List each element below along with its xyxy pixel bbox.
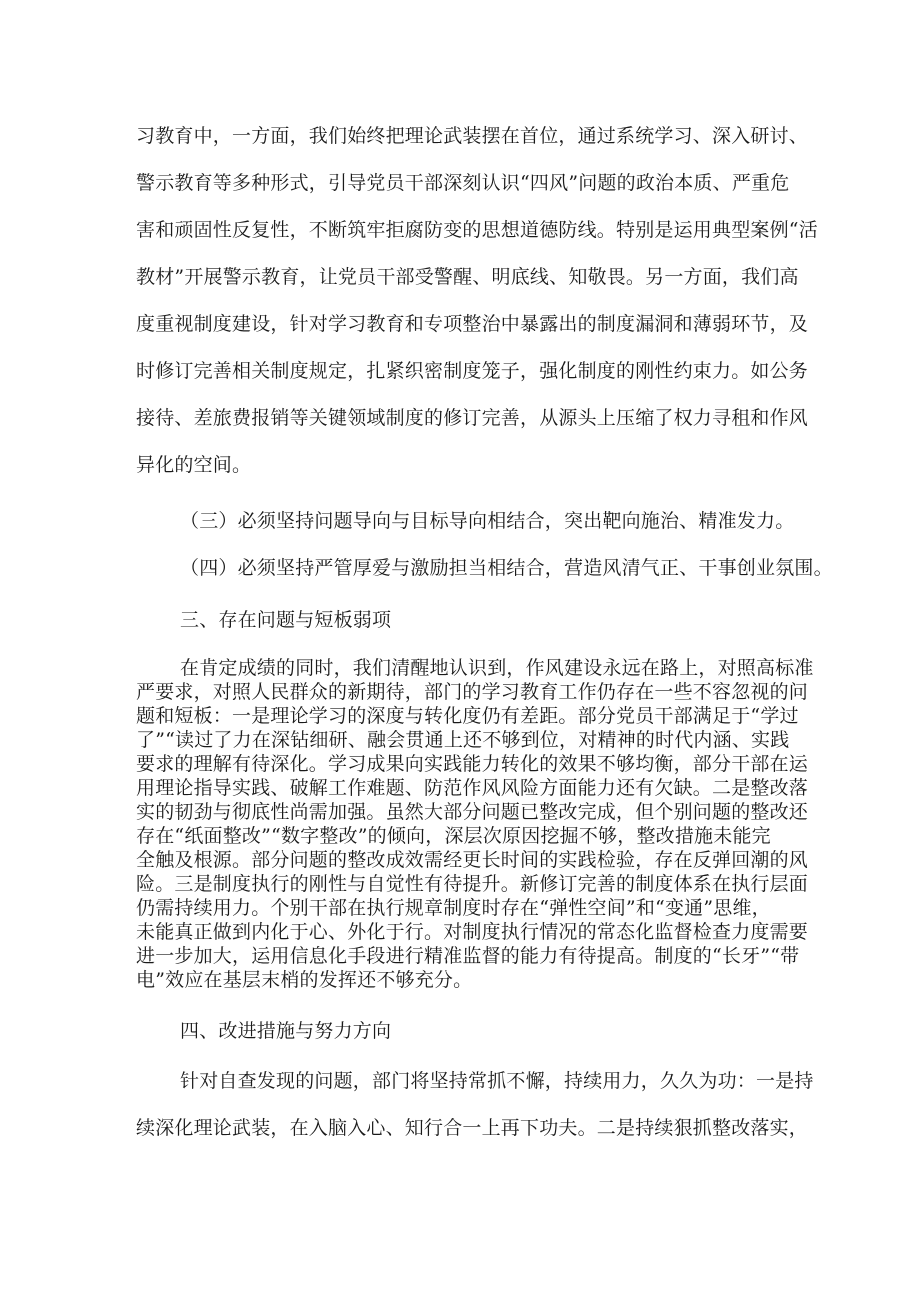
point-four: （四）必须坚持严管厚爱与激励担当相结合，营造风清气正、干事创业氛围。 — [180, 557, 833, 579]
body-line: 要求的理解有待深化。学习成果向实践能力转化的效果不够均衡，部分干部在运 — [136, 753, 809, 775]
body-line: 未能真正做到内化于心、外化于行。对制度执行情况的常态化监督检查力度需要 — [136, 921, 809, 943]
body-line: 害和顽固性反复性，不断筑牢拒腐防变的思想道德防线。特别是运用典型案例“活 — [136, 219, 818, 241]
body-line: 仍需持续用力。个别干部在执行规章制度时存在“弹性空间”和“变通”思维， — [136, 897, 771, 919]
body-line: 教材”开展警示教育，让党员干部受警醒、明底线、知敬畏。另一方面，我们高 — [136, 266, 799, 288]
body-line: 实的韧劲与彻底性尚需加强。虽然大部分问题已整改完成，但个别问题的整改还 — [136, 801, 809, 823]
body-line: 电”效应在基层末梢的发挥还不够充分。 — [136, 969, 473, 991]
body-line: 全触及根源。部分问题的整改成效需经更长时间的实践检验，存在反弹回潮的风 — [136, 849, 809, 871]
body-line: 用理论指导实践、破解工作难题、防范作风风险方面能力还有欠缺。二是整改落 — [136, 777, 809, 799]
body-line: 险。三是制度执行的刚性与自觉性有待提升。新修订完善的制度体系在执行层面 — [136, 873, 809, 895]
body-line: 存在“纸面整改”“数字整改”的倾向，深层次原因挖掘不够，整改措施未能完 — [136, 825, 771, 847]
body-line: 时修订完善相关制度规定，扎紧织密制度笼子，强化制度的刚性约束力。如公务 — [136, 360, 809, 382]
body-line: 警示教育等多种形式，引导党员干部深刻认识“四风”问题的政治本质、严重危 — [136, 172, 790, 194]
body-line: 严要求，对照人民群众的新期待，部门的学习教育工作仍存在一些不容忽视的问 — [136, 681, 809, 703]
body-line: 针对自查发现的问题，部门将坚持常抓不懈，持续用力，久久为功：一是持 — [180, 1070, 814, 1092]
heading-improvements: 四、改进措施与努力方向 — [180, 1020, 392, 1042]
heading-problems: 三、存在问题与短板弱项 — [180, 609, 392, 631]
point-three: （三）必须坚持问题导向与目标导向相结合，突出靶向施治、精准发力。 — [180, 510, 795, 532]
body-line: 习教育中，一方面，我们始终把理论武装摆在首位，通过系统学习、深入研讨、 — [136, 125, 809, 147]
body-line: 题和短板：一是理论学习的深度与转化度仍有差距。部分党员干部满足于“学过 — [136, 705, 799, 727]
body-line: 度重视制度建设，针对学习教育和专项整治中暴露出的制度漏洞和薄弱环节，及 — [136, 313, 809, 335]
body-line: 异化的空间。 — [136, 454, 252, 476]
body-line: 进一步加大，运用信息化手段进行精准监督的能力有待提高。制度的“长牙”“带 — [136, 945, 800, 967]
body-line: 续深化理论武装，在入脑入心、知行合一上再下功夫。二是持续狠抓整改落实， — [136, 1117, 809, 1139]
body-line: 在肯定成绩的同时，我们清醒地认识到，作风建设永远在路上，对照高标准 — [180, 657, 814, 679]
body-line: 了”“读过了力在深钻细研、融会贯通上还不够到位，对精神的时代内涵、实践 — [136, 729, 790, 751]
body-line: 接待、差旅费报销等关键领域制度的修订完善，从源头上压缩了权力寻租和作风 — [136, 407, 809, 429]
